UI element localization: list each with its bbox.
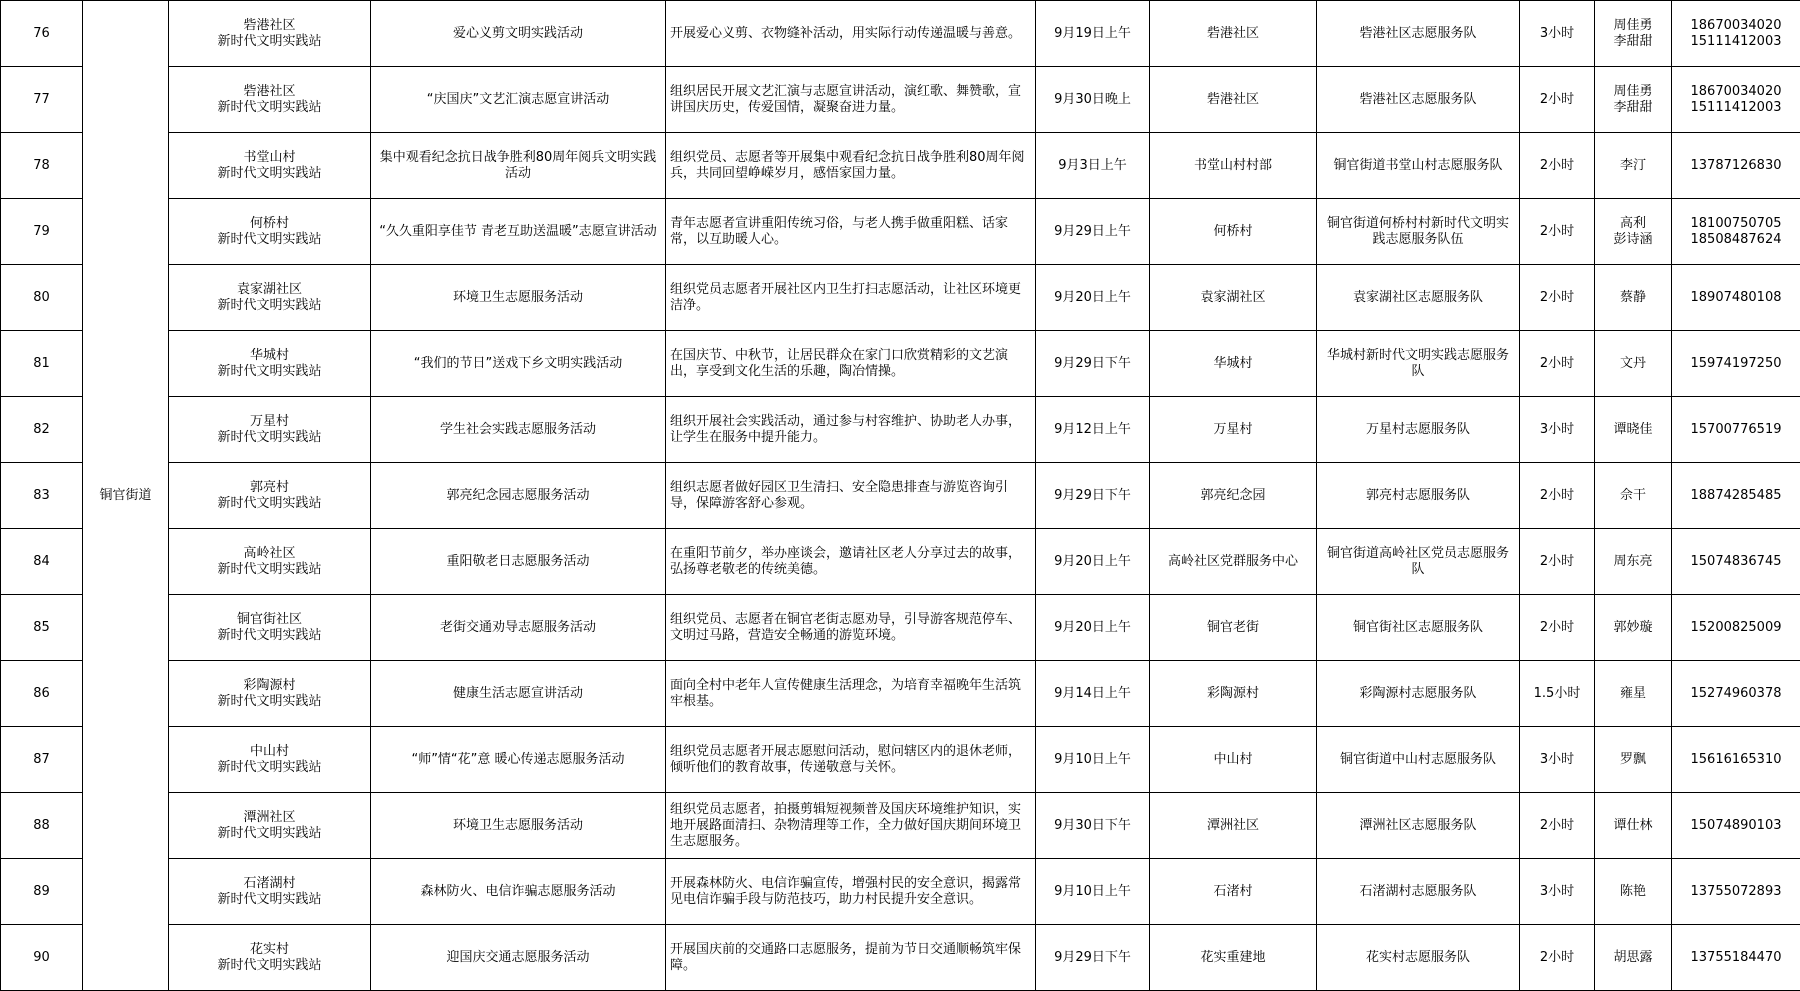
service-team-cell: 石渚湖村志愿服务队 bbox=[1317, 859, 1520, 925]
row-number-cell: 87 bbox=[1, 727, 83, 793]
duration-cell: 2小时 bbox=[1520, 265, 1595, 331]
activity-location-cell: 袁家湖社区 bbox=[1150, 265, 1317, 331]
duration-cell: 3小时 bbox=[1520, 859, 1595, 925]
service-team-cell: 潭洲社区志愿服务队 bbox=[1317, 793, 1520, 859]
activity-name-cell: 爱心义剪文明实践活动 bbox=[371, 1, 666, 67]
activity-time-cell: 9月20日上午 bbox=[1036, 265, 1150, 331]
contact-person-cell: 高利 彭诗涵 bbox=[1595, 199, 1672, 265]
activity-location-cell: 花实重建地 bbox=[1150, 925, 1317, 991]
activity-time-cell: 9月30日晚上 bbox=[1036, 67, 1150, 133]
activity-name-cell: “我们的节日”送戏下乡文明实践活动 bbox=[371, 331, 666, 397]
contact-person-cell: 雍星 bbox=[1595, 661, 1672, 727]
table-body bbox=[1, 1, 1800, 991]
street-group-cell: 铜官街道 bbox=[83, 1, 169, 991]
table-row bbox=[1, 793, 1800, 859]
row-number-cell: 88 bbox=[1, 793, 83, 859]
table-row bbox=[1, 397, 1800, 463]
activity-time-cell: 9月29日下午 bbox=[1036, 331, 1150, 397]
activity-name-cell: 集中观看纪念抗日战争胜利80周年阅兵文明实践活动 bbox=[371, 133, 666, 199]
contact-phone-cell: 13787126830 bbox=[1672, 133, 1800, 199]
activity-name-cell: “庆国庆”文艺汇演志愿宣讲活动 bbox=[371, 67, 666, 133]
activity-location-cell: 万星村 bbox=[1150, 397, 1317, 463]
activity-content-cell: 组织志愿者做好园区卫生清扫、安全隐患排查与游览咨询引导，保障游客舒心参观。 bbox=[666, 463, 1036, 529]
contact-phone-cell: 18907480108 bbox=[1672, 265, 1800, 331]
contact-phone-cell: 15616165310 bbox=[1672, 727, 1800, 793]
activity-time-cell: 9月29日上午 bbox=[1036, 199, 1150, 265]
row-number-cell: 85 bbox=[1, 595, 83, 661]
activity-content-cell: 组织党员、志愿者等开展集中观看纪念抗日战争胜利80周年阅兵，共同回望峥嵘岁月，感悟家国力量。 bbox=[666, 133, 1036, 199]
table-row bbox=[1, 463, 1800, 529]
service-team-cell: 砦港社区志愿服务队 bbox=[1317, 1, 1520, 67]
service-team-cell: 铜官街道高岭社区党员志愿服务队 bbox=[1317, 529, 1520, 595]
duration-cell: 2小时 bbox=[1520, 331, 1595, 397]
activity-time-cell: 9月3日上午 bbox=[1036, 133, 1150, 199]
station-cell: 华城村 新时代文明实践站 bbox=[169, 331, 371, 397]
contact-person-cell: 陈艳 bbox=[1595, 859, 1672, 925]
service-team-cell: 铜官街社区志愿服务队 bbox=[1317, 595, 1520, 661]
duration-cell: 2小时 bbox=[1520, 133, 1595, 199]
activity-time-cell: 9月20日上午 bbox=[1036, 595, 1150, 661]
contact-phone-cell: 18670034020 15111412003 bbox=[1672, 1, 1800, 67]
station-cell: 高岭社区 新时代文明实践站 bbox=[169, 529, 371, 595]
contact-phone-cell: 15074836745 bbox=[1672, 529, 1800, 595]
duration-cell: 3小时 bbox=[1520, 1, 1595, 67]
table-row bbox=[1, 595, 1800, 661]
activity-content-cell: 组织居民开展文艺汇演与志愿宣讲活动，演红歌、舞赞歌，宣讲国庆历史，传爱国情，凝聚奋进力量。 bbox=[666, 67, 1036, 133]
contact-person-cell: 佘干 bbox=[1595, 463, 1672, 529]
contact-person-cell: 胡思露 bbox=[1595, 925, 1672, 991]
row-number-cell: 78 bbox=[1, 133, 83, 199]
station-cell: 砦港社区 新时代文明实践站 bbox=[169, 1, 371, 67]
activity-content-cell: 在重阳节前夕，举办座谈会，邀请社区老人分享过去的故事，弘扬尊老敬老的传统美德。 bbox=[666, 529, 1036, 595]
table-row bbox=[1, 67, 1800, 133]
contact-phone-cell: 15274960378 bbox=[1672, 661, 1800, 727]
service-team-cell: 郭亮村志愿服务队 bbox=[1317, 463, 1520, 529]
activity-content-cell: 开展国庆前的交通路口志愿服务，提前为节日交通顺畅筑牢保障。 bbox=[666, 925, 1036, 991]
table-row bbox=[1, 529, 1800, 595]
service-team-cell: 砦港社区志愿服务队 bbox=[1317, 67, 1520, 133]
activity-name-cell: 老街交通劝导志愿服务活动 bbox=[371, 595, 666, 661]
activity-time-cell: 9月14日上午 bbox=[1036, 661, 1150, 727]
service-team-cell: 铜官街道何桥村村新时代文明实践志愿服务队伍 bbox=[1317, 199, 1520, 265]
service-team-cell: 彩陶源村志愿服务队 bbox=[1317, 661, 1520, 727]
activity-name-cell: 学生社会实践志愿服务活动 bbox=[371, 397, 666, 463]
contact-person-cell: 周佳勇 李甜甜 bbox=[1595, 1, 1672, 67]
contact-person-cell: 郭妙璇 bbox=[1595, 595, 1672, 661]
duration-cell: 2小时 bbox=[1520, 67, 1595, 133]
table-row bbox=[1, 199, 1800, 265]
row-number-cell: 86 bbox=[1, 661, 83, 727]
contact-phone-cell: 15700776519 bbox=[1672, 397, 1800, 463]
station-cell: 花实村 新时代文明实践站 bbox=[169, 925, 371, 991]
contact-person-cell: 谭晓佳 bbox=[1595, 397, 1672, 463]
activity-location-cell: 彩陶源村 bbox=[1150, 661, 1317, 727]
station-cell: 潭洲社区 新时代文明实践站 bbox=[169, 793, 371, 859]
activity-content-cell: 开展森林防火、电信诈骗宣传，增强村民的安全意识，揭露常见电信诈骗手段与防范技巧，助力村民提升安全意识。 bbox=[666, 859, 1036, 925]
activity-time-cell: 9月19日上午 bbox=[1036, 1, 1150, 67]
contact-person-cell: 周佳勇 李甜甜 bbox=[1595, 67, 1672, 133]
service-team-cell: 铜官街道中山村志愿服务队 bbox=[1317, 727, 1520, 793]
station-cell: 万星村 新时代文明实践站 bbox=[169, 397, 371, 463]
activity-content-cell: 组织党员志愿者开展社区内卫生打扫志愿活动，让社区环境更洁净。 bbox=[666, 265, 1036, 331]
activity-content-cell: 组织开展社会实践活动，通过参与村容维护、协助老人办事，让学生在服务中提升能力。 bbox=[666, 397, 1036, 463]
activity-content-cell: 组织党员、志愿者在铜官老街志愿劝导，引导游客规范停车、文明过马路，营造安全畅通的游览环境。 bbox=[666, 595, 1036, 661]
activity-location-cell: 潭洲社区 bbox=[1150, 793, 1317, 859]
activity-time-cell: 9月30日下午 bbox=[1036, 793, 1150, 859]
activity-location-cell: 铜官老街 bbox=[1150, 595, 1317, 661]
activity-name-cell: 环境卫生志愿服务活动 bbox=[371, 793, 666, 859]
station-cell: 铜官街社区 新时代文明实践站 bbox=[169, 595, 371, 661]
activity-content-cell: 在国庆节、中秋节，让居民群众在家门口欣赏精彩的文艺演出，享受到文化生活的乐趣，陶冶情操。 bbox=[666, 331, 1036, 397]
table-row bbox=[1, 1, 1800, 67]
activity-name-cell: 环境卫生志愿服务活动 bbox=[371, 265, 666, 331]
contact-phone-cell: 13755184470 bbox=[1672, 925, 1800, 991]
activity-time-cell: 9月12日上午 bbox=[1036, 397, 1150, 463]
duration-cell: 2小时 bbox=[1520, 529, 1595, 595]
service-team-cell: 万星村志愿服务队 bbox=[1317, 397, 1520, 463]
activity-location-cell: 砦港社区 bbox=[1150, 67, 1317, 133]
contact-phone-cell: 18874285485 bbox=[1672, 463, 1800, 529]
duration-cell: 2小时 bbox=[1520, 595, 1595, 661]
activity-name-cell: 重阳敬老日志愿服务活动 bbox=[371, 529, 666, 595]
duration-cell: 2小时 bbox=[1520, 793, 1595, 859]
activity-location-cell: 中山村 bbox=[1150, 727, 1317, 793]
activity-content-cell: 组织党员志愿者，拍摄剪辑短视频普及国庆环境维护知识，实地开展路面清扫、杂物清理等工作，全力做好国庆期间环境卫生志愿服务。 bbox=[666, 793, 1036, 859]
activity-content-cell: 青年志愿者宣讲重阳传统习俗，与老人携手做重阳糕、话家常，以互助暖人心。 bbox=[666, 199, 1036, 265]
activity-name-cell: 健康生活志愿宣讲活动 bbox=[371, 661, 666, 727]
row-number-cell: 82 bbox=[1, 397, 83, 463]
duration-cell: 2小时 bbox=[1520, 199, 1595, 265]
table-row bbox=[1, 925, 1800, 991]
station-cell: 何桥村 新时代文明实践站 bbox=[169, 199, 371, 265]
row-number-cell: 84 bbox=[1, 529, 83, 595]
activity-location-cell: 书堂山村村部 bbox=[1150, 133, 1317, 199]
activity-name-cell: 迎国庆交通志愿服务活动 bbox=[371, 925, 666, 991]
table-row bbox=[1, 331, 1800, 397]
table-row bbox=[1, 727, 1800, 793]
row-number-cell: 76 bbox=[1, 1, 83, 67]
table-row bbox=[1, 859, 1800, 925]
station-cell: 书堂山村 新时代文明实践站 bbox=[169, 133, 371, 199]
activity-location-cell: 郭亮纪念园 bbox=[1150, 463, 1317, 529]
activity-content-cell: 组织党员志愿者开展志愿慰问活动，慰问辖区内的退休老师，倾听他们的教育故事，传递敬意与关怀。 bbox=[666, 727, 1036, 793]
station-cell: 彩陶源村 新时代文明实践站 bbox=[169, 661, 371, 727]
activity-location-cell: 砦港社区 bbox=[1150, 1, 1317, 67]
row-number-cell: 77 bbox=[1, 67, 83, 133]
table-row bbox=[1, 661, 1800, 727]
duration-cell: 3小时 bbox=[1520, 727, 1595, 793]
station-cell: 郭亮村 新时代文明实践站 bbox=[169, 463, 371, 529]
activity-time-cell: 9月10日上午 bbox=[1036, 727, 1150, 793]
contact-person-cell: 周东亮 bbox=[1595, 529, 1672, 595]
duration-cell: 2小时 bbox=[1520, 925, 1595, 991]
station-cell: 石渚湖村 新时代文明实践站 bbox=[169, 859, 371, 925]
service-team-cell: 华城村新时代文明实践志愿服务队 bbox=[1317, 331, 1520, 397]
activity-name-cell: “久久重阳享佳节 青老互助送温暖”志愿宣讲活动 bbox=[371, 199, 666, 265]
contact-phone-cell: 15200825009 bbox=[1672, 595, 1800, 661]
service-team-cell: 花实村志愿服务队 bbox=[1317, 925, 1520, 991]
duration-cell: 2小时 bbox=[1520, 463, 1595, 529]
contact-person-cell: 罗飘 bbox=[1595, 727, 1672, 793]
row-number-cell: 80 bbox=[1, 265, 83, 331]
station-cell: 砦港社区 新时代文明实践站 bbox=[169, 67, 371, 133]
duration-cell: 3小时 bbox=[1520, 397, 1595, 463]
activity-location-cell: 石渚村 bbox=[1150, 859, 1317, 925]
activity-name-cell: 森林防火、电信诈骗志愿服务活动 bbox=[371, 859, 666, 925]
activity-content-cell: 面向全村中老年人宣传健康生活理念，为培育幸福晚年生活筑牢根基。 bbox=[666, 661, 1036, 727]
duration-cell: 1.5小时 bbox=[1520, 661, 1595, 727]
activity-time-cell: 9月10日上午 bbox=[1036, 859, 1150, 925]
row-number-cell: 81 bbox=[1, 331, 83, 397]
activity-name-cell: 郭亮纪念园志愿服务活动 bbox=[371, 463, 666, 529]
contact-phone-cell: 18100750705 18508487624 bbox=[1672, 199, 1800, 265]
row-number-cell: 83 bbox=[1, 463, 83, 529]
table-row bbox=[1, 133, 1800, 199]
station-cell: 袁家湖社区 新时代文明实践站 bbox=[169, 265, 371, 331]
station-cell: 中山村 新时代文明实践站 bbox=[169, 727, 371, 793]
contact-phone-cell: 18670034020 15111412003 bbox=[1672, 67, 1800, 133]
activity-time-cell: 9月20日上午 bbox=[1036, 529, 1150, 595]
contact-phone-cell: 13755072893 bbox=[1672, 859, 1800, 925]
activity-name-cell: “师”情“花”意 暖心传递志愿服务活动 bbox=[371, 727, 666, 793]
contact-person-cell: 蔡静 bbox=[1595, 265, 1672, 331]
activity-location-cell: 华城村 bbox=[1150, 331, 1317, 397]
service-team-cell: 袁家湖社区志愿服务队 bbox=[1317, 265, 1520, 331]
row-number-cell: 89 bbox=[1, 859, 83, 925]
contact-person-cell: 谭仕林 bbox=[1595, 793, 1672, 859]
service-team-cell: 铜官街道书堂山村志愿服务队 bbox=[1317, 133, 1520, 199]
table-row bbox=[1, 265, 1800, 331]
row-number-cell: 90 bbox=[1, 925, 83, 991]
activity-content-cell: 开展爱心义剪、衣物缝补活动，用实际行动传递温暖与善意。 bbox=[666, 1, 1036, 67]
contact-person-cell: 李汀 bbox=[1595, 133, 1672, 199]
activity-time-cell: 9月29日下午 bbox=[1036, 925, 1150, 991]
activity-time-cell: 9月29日下午 bbox=[1036, 463, 1150, 529]
contact-phone-cell: 15974197250 bbox=[1672, 331, 1800, 397]
contact-phone-cell: 15074890103 bbox=[1672, 793, 1800, 859]
activity-location-cell: 何桥村 bbox=[1150, 199, 1317, 265]
contact-person-cell: 文丹 bbox=[1595, 331, 1672, 397]
row-number-cell: 79 bbox=[1, 199, 83, 265]
activity-location-cell: 高岭社区党群服务中心 bbox=[1150, 529, 1317, 595]
